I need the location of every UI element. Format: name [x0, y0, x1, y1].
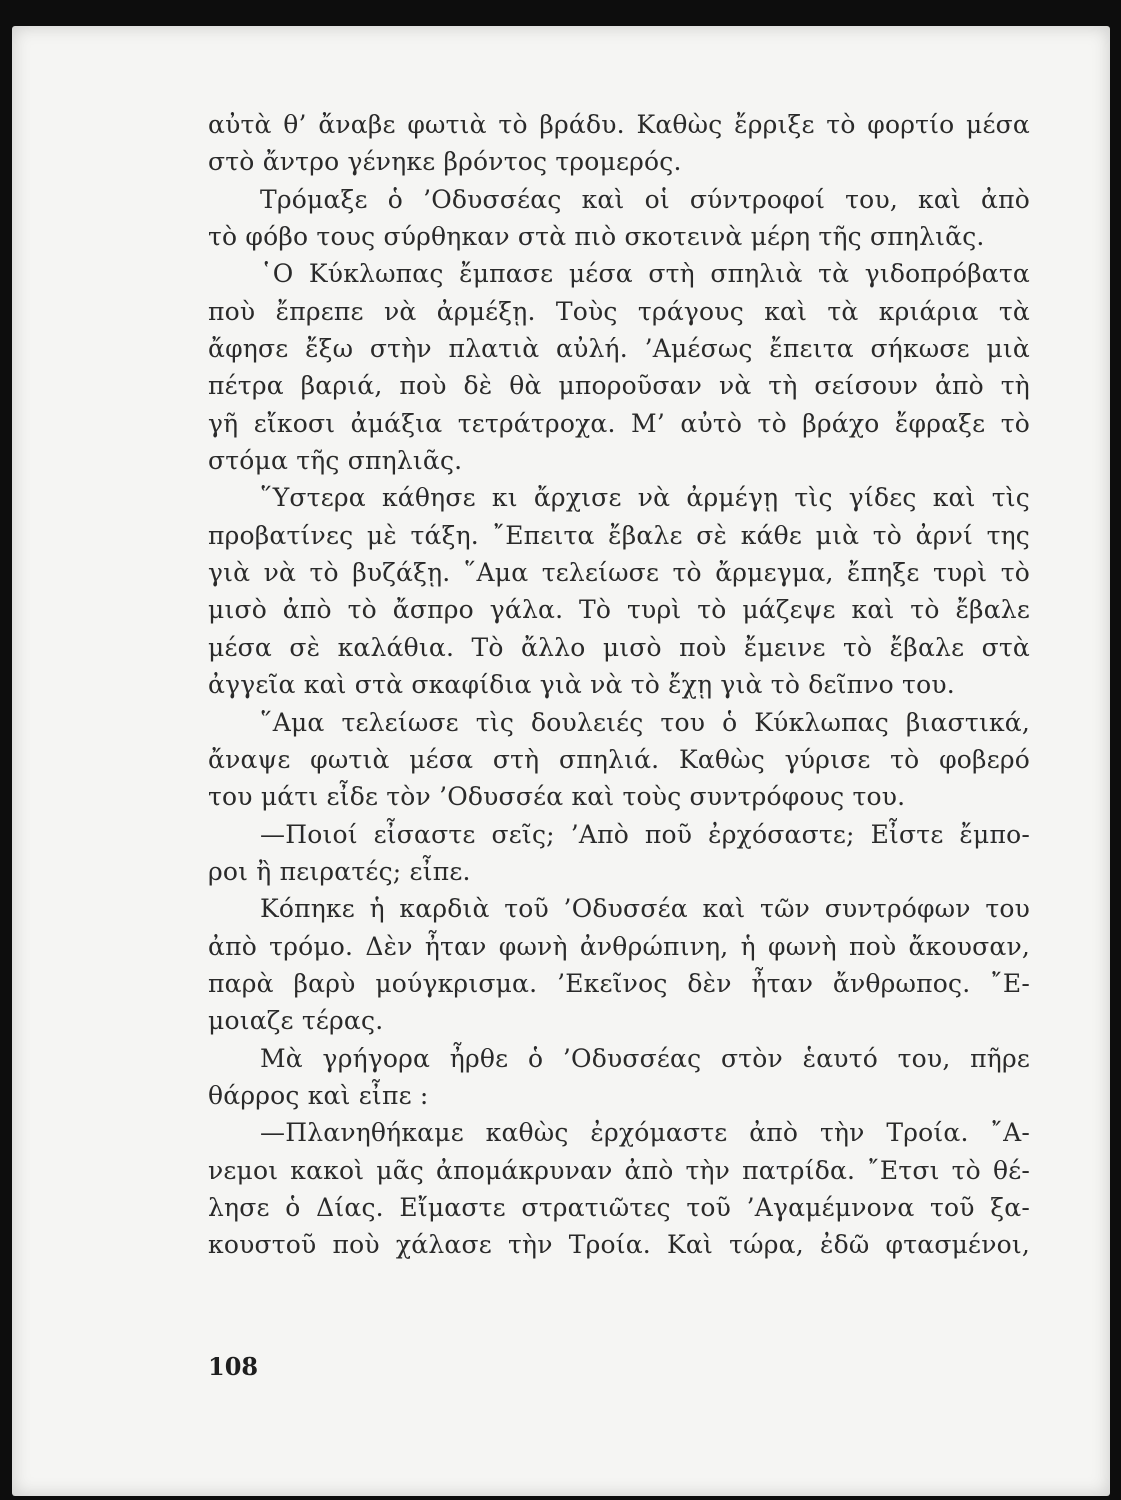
text-line: ῞Υστερα κάθησε κι ἄρχισε νὰ ἀρμέγῃ τὶς γίδες καὶ τὶς: [260, 483, 1030, 513]
text-line: μοιαζε τέρας.: [208, 1006, 384, 1036]
text-line: Μὰ γρήγορα ἦρθε ὁ ’Οδυσσέας στὸν ἑαυτό του, πῆρε: [260, 1043, 1030, 1073]
text-line: κουστοῦ ποὺ χάλασε τὴν Τροία. Καὶ τώρα, ἐδῶ φτασμένοι,: [208, 1230, 1030, 1260]
body-text: [208, 106, 1030, 1264]
text-line: τὸ φόβο τους σύρθηκαν στὰ πιὸ σκοτεινὰ μέρη τῆς σπηλιᾶς.: [208, 222, 985, 252]
text-line: ροι ἢ πειρατές; εἶπε.: [208, 856, 471, 886]
text-line: αὐτὰ θ’ ἄναβε φωτιὰ τὸ βράδυ. Καθὼς ἔρριξε τὸ φορτίο μέσα: [208, 110, 1030, 139]
text-line: Τρόμαξε ὁ ’Οδυσσέας καὶ οἱ σύντροφοί του, καὶ ἀπὸ: [260, 184, 1030, 214]
text-line: —Πλανηθήκαμε καθὼς ἐρχόμαστε ἀπὸ τὴν Τροία. ῎Α-: [260, 1118, 1030, 1148]
text-line: ἄναψε φωτιὰ μέσα στὴ σπηλιά. Καθὼς γύρισε τὸ φοβερό: [208, 744, 1030, 774]
text-line: —Ποιοί εἶσαστε σεῖς; ’Απὸ ποῦ ἐρχόσαστε; Εἶστε ἔμπο-: [260, 819, 1030, 849]
text-line: ῾Ο Κύκλωπας ἔμπασε μέσα στὴ σπηλιὰ τὰ γιδοπρόβατα: [260, 259, 1030, 289]
page-number: 108: [208, 1352, 259, 1381]
text-line: του μάτι εἶδε τὸν ’Οδυσσέα καὶ τοὺς συντρόφους του.: [208, 782, 906, 812]
text-line: ποὺ ἔπρεπε νὰ ἀρμέξῃ. Τοὺς τράγους καὶ τὰ κριάρια τὰ: [208, 296, 1030, 326]
text-line: προβατίνες μὲ τάξη. ῎Επειτα ἔβαλε σὲ κάθε μιὰ τὸ ἀρνί της: [208, 520, 1030, 550]
text-line: μέσα σὲ καλάθια. Τὸ ἄλλο μισὸ ποὺ ἔμεινε τὸ ἔβαλε στὰ: [208, 632, 1030, 662]
text-line: στόμα τῆς σπηλιᾶς.: [208, 446, 463, 476]
text-line: ἄφησε ἔξω στὴν πλατιὰ αὐλή. ’Αμέσως ἔπειτα σήκωσε μιὰ: [208, 334, 1030, 364]
text-line: πέτρα βαριά, ποὺ δὲ θὰ μποροῦσαν νὰ τὴ σείσουν ἀπὸ τὴ: [208, 371, 1030, 401]
text-line: νεμοι κακοὶ μᾶς ἀπομάκρυναν ἀπὸ τὴν πατρίδα. ῎Ετσι τὸ θέ-: [208, 1155, 1030, 1185]
text-line: γῆ εἴκοσι ἀμάξια τετράτροχα. Μ’ αὐτὸ τὸ βράχο ἔφραξε τὸ: [208, 408, 1030, 438]
text-line: Κόπηκε ἡ καρδιὰ τοῦ ’Οδυσσέα καὶ τῶν συντρόφων του: [260, 894, 1030, 924]
text-line: στὸ ἄντρο γένηκε βρόντος τρομερός.: [208, 147, 682, 177]
text-line: ἀγγεῖα καὶ στὰ σκαφίδια γιὰ νὰ τὸ ἔχῃ γιὰ τὸ δεῖπνο του.: [208, 670, 955, 700]
text-line: θάρρος καὶ εἶπε :: [208, 1080, 429, 1110]
text-line: παρὰ βαρὺ μούγκρισμα. ’Εκεῖνος δὲν ἦταν ἄνθρωπος. ῎Ε-: [208, 968, 1030, 998]
corner-ink-mark: [1099, 0, 1113, 26]
text-line: γιὰ νὰ τὸ βυζάξῃ. ῞Αμα τελείωσε τὸ ἄρμεγμα, ἔπηξε τυρὶ τὸ: [208, 558, 1030, 588]
text-line: ῞Αμα τελείωσε τὶς δουλειές του ὁ Κύκλωπας βιαστικά,: [260, 707, 1030, 737]
text-line: μισὸ ἀπὸ τὸ ἄσπρο γάλα. Τὸ τυρὶ τὸ μάζεψε καὶ τὸ ἔβαλε: [208, 595, 1030, 625]
text-line: ἀπὸ τρόμο. Δὲν ἦταν φωνὴ ἀνθρώπινη, ἡ φωνὴ ποὺ ἄκουσαν,: [208, 931, 1030, 961]
text-line: λησε ὁ Δίας. Εἴμαστε στρατιῶτες τοῦ ’Αγαμέμνονα τοῦ ξα-: [208, 1192, 1030, 1222]
